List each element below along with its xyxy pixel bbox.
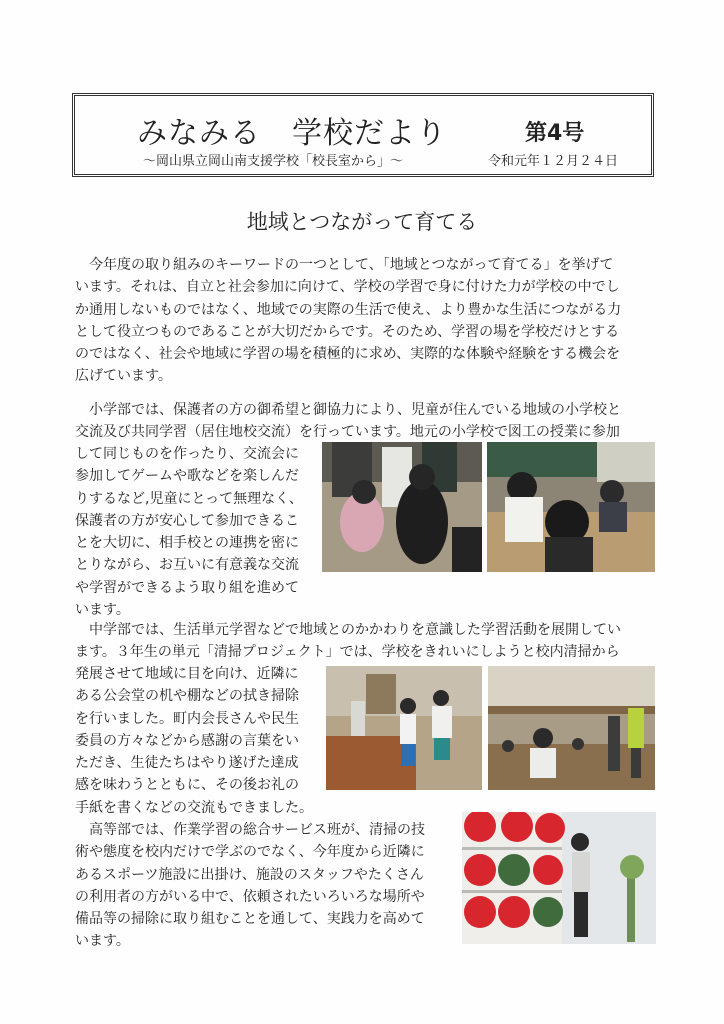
photo-junior-hall-cleaning: [326, 666, 482, 790]
high-paragraph: [75, 819, 460, 953]
junior-paragraph-top: [75, 619, 665, 664]
text-line: ただき、生徒たちはやり遂げた達成: [75, 755, 299, 772]
text-line: 備品等の掃除に取り組むことを通して、実践力を高めて: [75, 911, 425, 928]
text-line: とを大切に、相手校との連携を密に: [75, 535, 299, 552]
photo-elementary-classroom: [487, 442, 655, 572]
text-line: を行いました。町内会長さんや民生: [75, 710, 299, 727]
issue-date: 令和元年１２月２４日: [488, 154, 619, 169]
text-line: 参加してゲームや歌などを楽しんだ: [75, 468, 299, 485]
article-heading: 地域とつながって育てる: [246, 210, 478, 234]
text-line: 中学部では、生活単元学習などで地域とのかかわりを意識した学習活動を展開してい: [75, 622, 621, 638]
text-line: とりながら、お互いに有意義な交流: [75, 557, 299, 574]
text-line: のではなく、社会や地域に学習の場を積極的に求め、実際的な体験や経験をする機会を: [75, 346, 621, 363]
text-line: ある公会堂の机や棚などの拭き掃除: [75, 688, 299, 705]
junior-paragraph-side: [75, 663, 325, 819]
text-line: 手紙を書くなどの交流もできました。: [75, 799, 313, 816]
elementary-paragraph-side: [75, 443, 320, 621]
text-line: 小学部では、保護者の方の御希望と御協力により、児童が住んでいる地域の小学校と: [75, 402, 621, 418]
text-line: います。それは、自立と社会参加に向けて、学校の学習で身に付けた力が学校の中でし: [75, 279, 620, 296]
text-line: か通用しないものではなく、地域での実際の生活で使え、より豊かな生活につながる力: [75, 301, 622, 318]
photo-elementary-craft: [322, 442, 482, 572]
text-line: あるスポーツ施設に出掛け、施設のスタッフやたくさん: [75, 866, 424, 883]
text-line: 高等部では、作業学習の総合サービス班が、清掃の技: [75, 822, 425, 838]
text-line: 発展させて地域に目を向け、近隣に: [75, 666, 299, 682]
elementary-paragraph-top: [75, 399, 665, 444]
text-line: りするなど,児童にとって無理なく、: [75, 490, 303, 507]
text-line: 感を味わうとともに、その後お礼の: [75, 777, 299, 794]
text-line: として役立つものであることが大切だからです。そのため、学習の場を学校だけとする: [75, 323, 620, 340]
text-line: ます。３年生の単元「清掃プロジェクト」では、学校をきれいにしようと校内清掃から: [75, 644, 620, 661]
text-line: 保護者の方が安心して参加できるこ: [75, 512, 299, 529]
photo-high-sports-facility: [462, 812, 656, 944]
text-line: います。: [75, 602, 130, 619]
newsletter-subtitle: ～岡山県立岡山南支援学校「校長室から」～: [143, 154, 404, 169]
text-line: や学習ができるよう取り組を進めて: [75, 579, 299, 596]
issue-number: 第4号: [525, 121, 585, 146]
text-line: して同じものを作ったり、交流会に: [75, 446, 299, 462]
text-line: の利用者の方がいる中で、依頼されたいろいろな場所や: [75, 888, 425, 905]
photo-junior-community-hall: [488, 666, 655, 790]
text-line: います。: [75, 933, 130, 950]
newsletter-header: [72, 93, 654, 177]
text-line: 今年度の取り組みのキーワードの一つとして、「地域とつながって育てる」を挙げて: [75, 257, 614, 273]
text-line: 広げています。: [75, 368, 172, 385]
text-line: 委員の方々などから感謝の言葉をい: [75, 732, 299, 749]
newsletter-title: みなみる 学校だより: [137, 116, 447, 151]
intro-paragraph: [75, 254, 665, 388]
text-line: 交流及び共同学習（居住地校交流）を行っています。地元の小学校で図工の授業に参加: [75, 424, 620, 441]
text-line: 術や態度を校内だけで学ぶのでなく、今年度から近隣に: [75, 844, 425, 861]
